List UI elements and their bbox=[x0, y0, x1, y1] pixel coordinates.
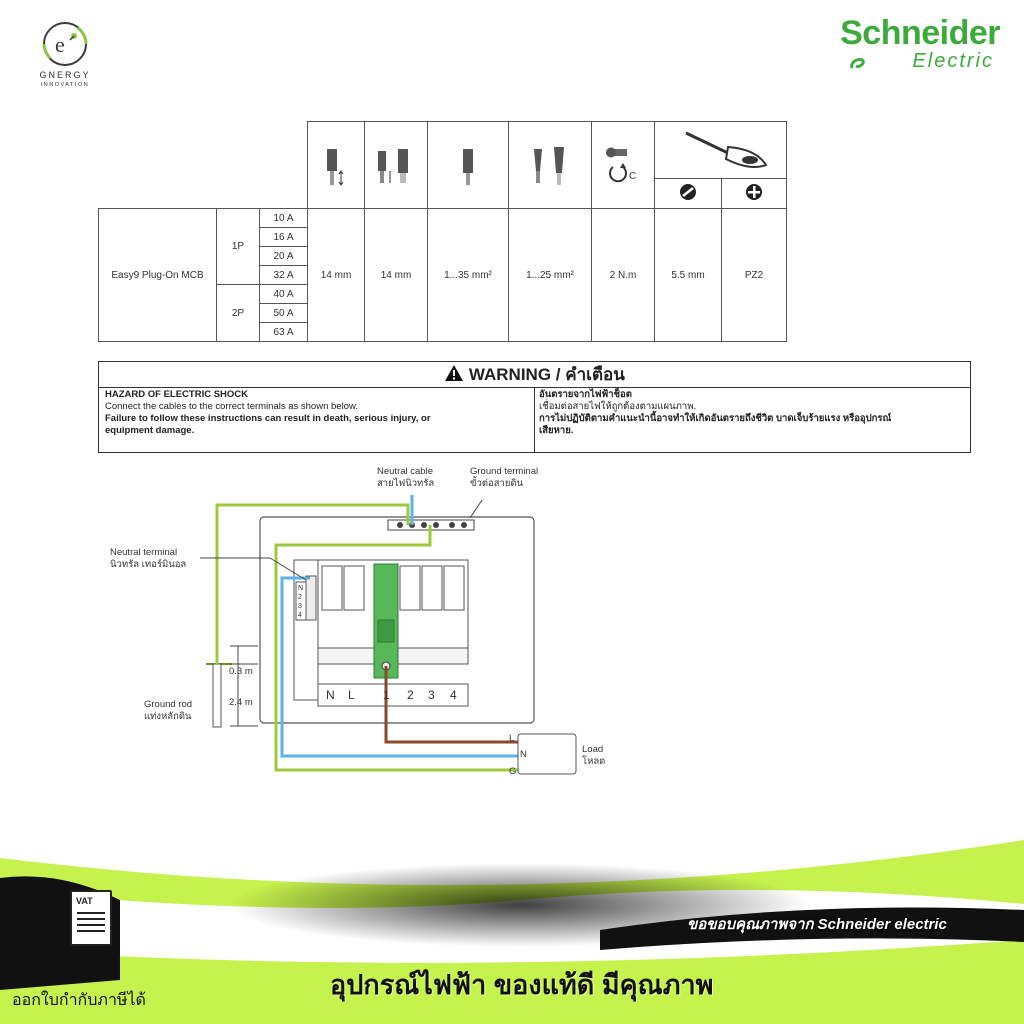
banner-tagline: อุปกรณ์ไฟฟ้า ของแท้ดี มีคุณภาพ bbox=[330, 970, 714, 1000]
load-en: Load bbox=[582, 744, 604, 755]
warning-th bbox=[539, 389, 967, 437]
rating-cell: 32 A bbox=[260, 266, 308, 285]
product-name: Easy9 Plug-On MCB bbox=[99, 209, 217, 342]
warning-en-line1: Connect the cables to the correct terminals as shown below. bbox=[105, 401, 358, 412]
rating-cell: 40 A bbox=[260, 285, 308, 304]
neutral-terminal-en: Neutral terminal bbox=[110, 547, 178, 558]
busbar-label-4: 4 bbox=[450, 688, 457, 702]
warning-en bbox=[105, 389, 530, 437]
warning-th-line1: เชื่อมต่อสายไฟให้ถูกต้องตามแผนภาพ. bbox=[539, 401, 697, 412]
rating-cell: 63 A bbox=[260, 323, 308, 342]
slotted-screw-icon bbox=[655, 179, 722, 209]
solid-wire-icon bbox=[428, 122, 509, 209]
ground-rod-en: Ground rod bbox=[144, 699, 193, 710]
screwdriver-icon bbox=[655, 122, 787, 179]
value-phillips: PZ2 bbox=[722, 209, 787, 342]
mcb-toggle bbox=[378, 620, 394, 642]
busbar-label-l: L bbox=[348, 688, 355, 702]
schneider-swirl-icon bbox=[848, 52, 870, 72]
neutral-terminal-th: นิวทรัล เทอร์มินอล bbox=[110, 559, 187, 570]
schneider-name: Schneider bbox=[840, 14, 1000, 52]
gnergy-name: GNERGY bbox=[39, 70, 91, 80]
warning-en-line2: Failure to follow these instructions can result in death, serious injury, or bbox=[105, 413, 431, 424]
warning-th-line3: เสียหาย. bbox=[539, 425, 574, 436]
strip-n: N bbox=[298, 585, 304, 592]
spec-table bbox=[98, 121, 787, 342]
pole-2p: 2P bbox=[217, 285, 260, 342]
ground-terminal-en: Ground terminal bbox=[470, 466, 539, 477]
busbar-label-2: 2 bbox=[407, 688, 414, 702]
warning-box bbox=[98, 361, 971, 453]
value-flexible-range: 1...25 mm² bbox=[509, 209, 592, 342]
rating-cell: 20 A bbox=[260, 247, 308, 266]
neutral-cable-en: Neutral cable bbox=[377, 466, 433, 477]
strip-4: 4 bbox=[298, 612, 302, 619]
gnergy-logo bbox=[20, 20, 110, 100]
pole-1p: 1P bbox=[217, 209, 260, 285]
busbar-label-n: N bbox=[326, 688, 335, 702]
rod-dimensions bbox=[230, 646, 258, 726]
stranded-wire-icon bbox=[365, 122, 428, 209]
warning-header bbox=[99, 362, 970, 388]
rating-cell: 16 A bbox=[260, 228, 308, 247]
phillips-screw-icon bbox=[722, 179, 787, 209]
warning-divider bbox=[534, 387, 535, 452]
rating-cell: 50 A bbox=[260, 304, 308, 323]
value-torque: 2 N.m bbox=[592, 209, 655, 342]
warning-title: WARNING / คำเตือน bbox=[468, 365, 625, 384]
ground-terminal-label bbox=[470, 466, 538, 490]
vat-icon-label: VAT bbox=[76, 896, 93, 906]
value-stranded: 14 mm bbox=[365, 209, 428, 342]
gnergy-sub: INNOVATION bbox=[40, 82, 90, 88]
warning-th-heading: อันตรายจากไฟฟ้าช็อต bbox=[539, 389, 632, 400]
schneider-sub: Electric bbox=[912, 50, 994, 72]
neutral-cable-label bbox=[377, 466, 434, 490]
busbar-label-3: 3 bbox=[428, 688, 435, 702]
load-label bbox=[582, 744, 605, 768]
warning-th-line2: การไม่ปฏิบัติตามคำแนะนำนี้อาจทำให้เกิดอันตรายถึงชีวิต บาดเจ็บร้ายแรง หรืออุปกรณ์ bbox=[539, 413, 892, 424]
neutral-cable-th: สายไฟนิวทรัล bbox=[377, 478, 435, 489]
banner-credit: ขอขอบคุณภาพจาก Schneider electric bbox=[687, 916, 947, 933]
gnergy-logo-mark bbox=[20, 20, 110, 70]
warning-en-heading: HAZARD OF ELECTRIC SHOCK bbox=[105, 389, 249, 400]
value-solid-range: 1...35 mm² bbox=[428, 209, 509, 342]
dim-rod-label: 2.4 m bbox=[229, 697, 253, 708]
wire-label-g: G bbox=[509, 766, 517, 777]
neutral-strip-screws bbox=[306, 576, 316, 620]
flexible-wire-icon bbox=[509, 122, 592, 209]
warning-triangle-icon bbox=[444, 364, 464, 382]
vat-caption: ออกใบกำกับภาษีได้ bbox=[12, 992, 146, 1009]
neutral-terminal-label bbox=[110, 547, 186, 571]
ground-rod-label bbox=[144, 699, 192, 723]
ground-rod-th: แท่งหลักดิน bbox=[144, 711, 192, 722]
warning-en-line3: equipment damage. bbox=[105, 425, 195, 436]
value-slotted: 5.5 mm bbox=[655, 209, 722, 342]
ground-terminal-th: ขั้วต่อสายดิน bbox=[470, 478, 524, 489]
torque-symbol: C bbox=[629, 171, 637, 182]
wire-label-n: N bbox=[520, 749, 527, 760]
wire-label-l: L bbox=[509, 733, 515, 744]
strip-length-icon bbox=[308, 122, 365, 209]
torque-icon bbox=[592, 122, 655, 209]
svg-text:e: e bbox=[55, 32, 65, 57]
strip-3: 3 bbox=[298, 603, 302, 610]
ground-rod bbox=[213, 664, 221, 727]
schneider-logo bbox=[790, 10, 1000, 70]
strip-2: 2 bbox=[298, 594, 302, 601]
value-strip-length: 14 mm bbox=[308, 209, 365, 342]
load-th: โหลด bbox=[582, 756, 606, 767]
dim-top-label: 0.3 m bbox=[229, 666, 253, 677]
vat-document-icon bbox=[70, 890, 112, 946]
neutral-strip-text bbox=[298, 584, 303, 620]
busbar-label-strip bbox=[318, 684, 468, 706]
rating-cell: 10 A bbox=[260, 209, 308, 228]
busbar-label-1: 1 bbox=[383, 688, 390, 702]
